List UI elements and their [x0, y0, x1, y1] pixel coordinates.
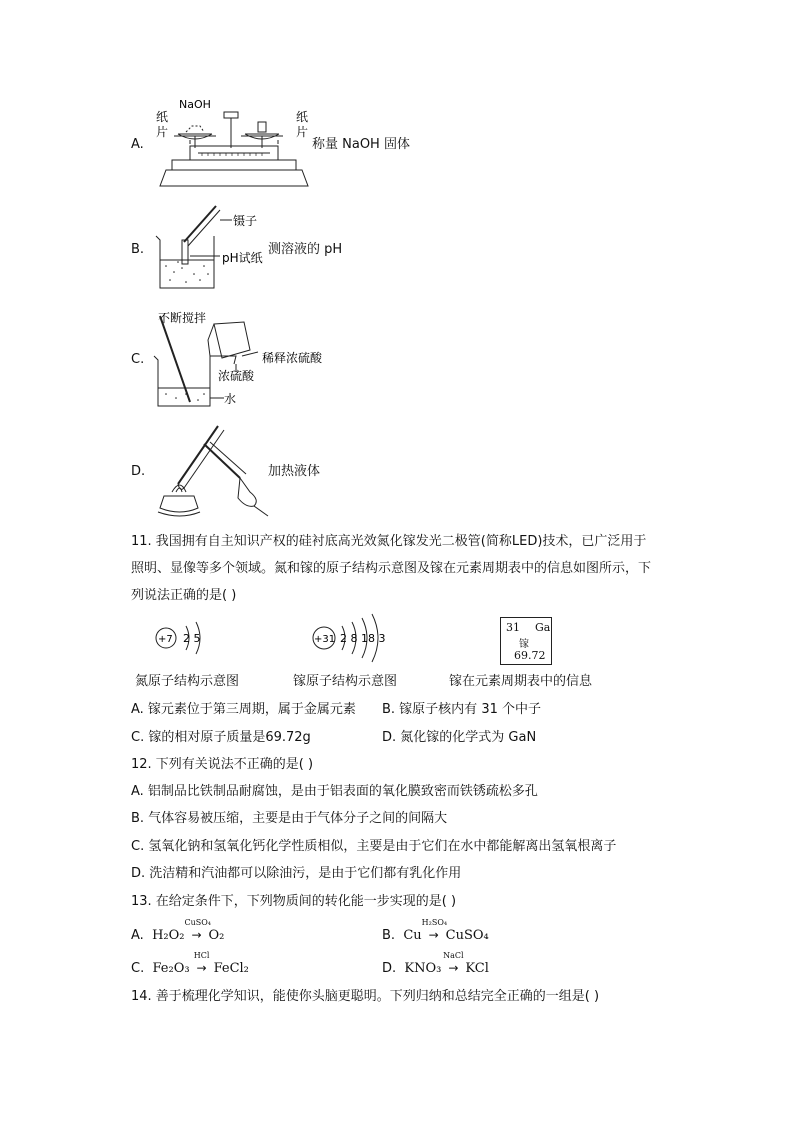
n-atom-caption: 氮原子结构示意图	[135, 674, 240, 689]
ga-shells: 2 8 18 3	[340, 632, 386, 645]
reaction-condition: H₂SO₄	[421, 918, 448, 927]
option-letter: A.	[131, 928, 144, 943]
ga-nucleus: +31	[314, 634, 336, 645]
reactant: H₂O₂	[152, 928, 185, 943]
naoh-label: NaOH	[179, 98, 211, 111]
q12-option-c: C. 氢氧化钠和氢氧化钙化学性质相似，主要是由于它们在水中都能解离出氢氧根离子	[131, 839, 617, 854]
tube-holder-icon	[204, 444, 240, 478]
q13-option-c	[131, 951, 249, 978]
reactant: Fe₂O₃	[152, 961, 190, 976]
q13-option-d	[382, 951, 489, 978]
option-letter: B.	[382, 928, 396, 943]
ga-mass: 69.72	[514, 649, 546, 662]
balance-icon	[160, 112, 308, 186]
option-letter-a: A.	[131, 137, 144, 152]
glass-rod-icon	[160, 316, 190, 402]
n-shells: 2 5	[183, 632, 201, 645]
q11-option-d: D. 氮化镓的化学式为 GaN	[382, 730, 537, 745]
q12-option-b: B. 气体容易被压缩，主要是由于气体分子之间的间隔大	[131, 811, 448, 826]
product: O₂	[208, 928, 225, 943]
q11-stem-line3: 列说法正确的是( )	[131, 588, 237, 603]
heating-figure	[150, 420, 270, 522]
option-letter: D.	[382, 961, 397, 976]
reaction-arrow	[190, 951, 214, 978]
q12-stem: 12. 下列有关说法不正确的是( )	[131, 757, 314, 772]
reactant: Cu	[403, 928, 422, 943]
option-letter-c: C.	[131, 352, 145, 367]
tweezers-label: 镊子	[233, 214, 258, 228]
reaction-condition: NaCl	[443, 951, 464, 960]
dilute-caption: 稀释浓硫酸	[262, 351, 323, 365]
reaction-arrow	[441, 951, 465, 978]
option-letter-b: B.	[131, 242, 145, 257]
ga-atom-caption: 镓原子结构示意图	[293, 674, 398, 689]
q13-option-b	[382, 918, 489, 945]
reaction-condition: HCl	[193, 951, 210, 960]
n-nucleus: +7	[158, 634, 173, 645]
ph-beaker-figure	[150, 202, 270, 294]
q13-option-a	[131, 918, 225, 945]
reaction-arrow	[184, 918, 212, 945]
option-b-caption: 测溶液的 pH	[268, 242, 343, 257]
q11-option-a: A. 镓元素位于第三周期，属于金属元素	[131, 702, 356, 717]
ga-symbol: Ga	[535, 621, 551, 634]
right-arrow-icon: →	[428, 928, 439, 942]
q12-option-d: D. 洗洁精和汽油都可以除油污，是由于它们都有乳化作用	[131, 866, 462, 881]
beaker-icon	[156, 236, 214, 288]
ga-atomic-number: 31	[506, 621, 520, 634]
ga-periodic-cell	[500, 617, 552, 665]
reactant: KNO₃	[404, 961, 442, 976]
q13-stem: 13. 在给定条件下，下列物质间的转化能一步实现的是( )	[131, 894, 457, 909]
right-arrow-icon: →	[191, 928, 202, 942]
conc-acid-label: 浓硫酸	[218, 369, 255, 383]
nitrogen-atom-diagram	[150, 616, 230, 660]
q11-stem-line1: 11. 我国拥有自主知识产权的硅衬底高光效氮化镓发光二极管(简称LED)技术，已广泛用于	[131, 534, 647, 549]
paper-label-left-1: 纸	[156, 110, 169, 124]
ga-name: 镓	[519, 639, 529, 650]
reaction-arrow	[421, 918, 448, 945]
product: KCl	[465, 961, 489, 976]
test-tube-icon	[178, 426, 218, 484]
option-letter-d: D.	[131, 464, 146, 479]
q14-stem: 14. 善于梳理化学知识，能使你头脑更聪明。下列归纳和总结完全正确的一组是( )	[131, 989, 600, 1004]
paper-label-left-2: 片	[156, 125, 169, 139]
product: FeCl₂	[213, 961, 249, 976]
reaction-condition: CuSO₄	[184, 918, 212, 927]
option-a-caption: 称量 NaOH 固体	[312, 137, 410, 152]
q11-stem-line2: 照明、显像等多个领域。氮和镓的原子结构示意图及镓在元素周期表中的信息如图所示，下	[131, 561, 652, 576]
product: CuSO₄	[445, 928, 489, 943]
q12-option-a: A. 铝制品比铁制品耐腐蚀，是由于铝表面的氧化膜致密而铁锈疏松多孔	[131, 784, 538, 799]
gallium-atom-diagram	[310, 612, 396, 660]
hand-icon	[238, 478, 256, 506]
paper-label-right-1: 纸	[296, 110, 309, 124]
alcohol-lamp-icon	[160, 496, 198, 512]
balance-figure	[150, 96, 320, 190]
q11-option-b: B. 镓原子核内有 31 个中子	[382, 702, 541, 717]
stir-label: 不断搅拌	[158, 311, 207, 325]
ga-cell-caption: 镓在元素周期表中的信息	[449, 674, 593, 689]
ph-paper-label: pH试纸	[222, 251, 263, 265]
option-d-caption: 加热液体	[268, 464, 321, 479]
right-arrow-icon: →	[448, 961, 459, 975]
option-letter: C.	[131, 961, 145, 976]
right-arrow-icon: →	[196, 961, 207, 975]
q11-option-c: C. 镓的相对原子质量是69.72g	[131, 730, 311, 745]
dilution-figure	[150, 306, 370, 410]
acid-bottle-icon	[214, 322, 250, 358]
water-label: 水	[224, 392, 237, 406]
paper-label-right-2: 片	[296, 125, 309, 139]
